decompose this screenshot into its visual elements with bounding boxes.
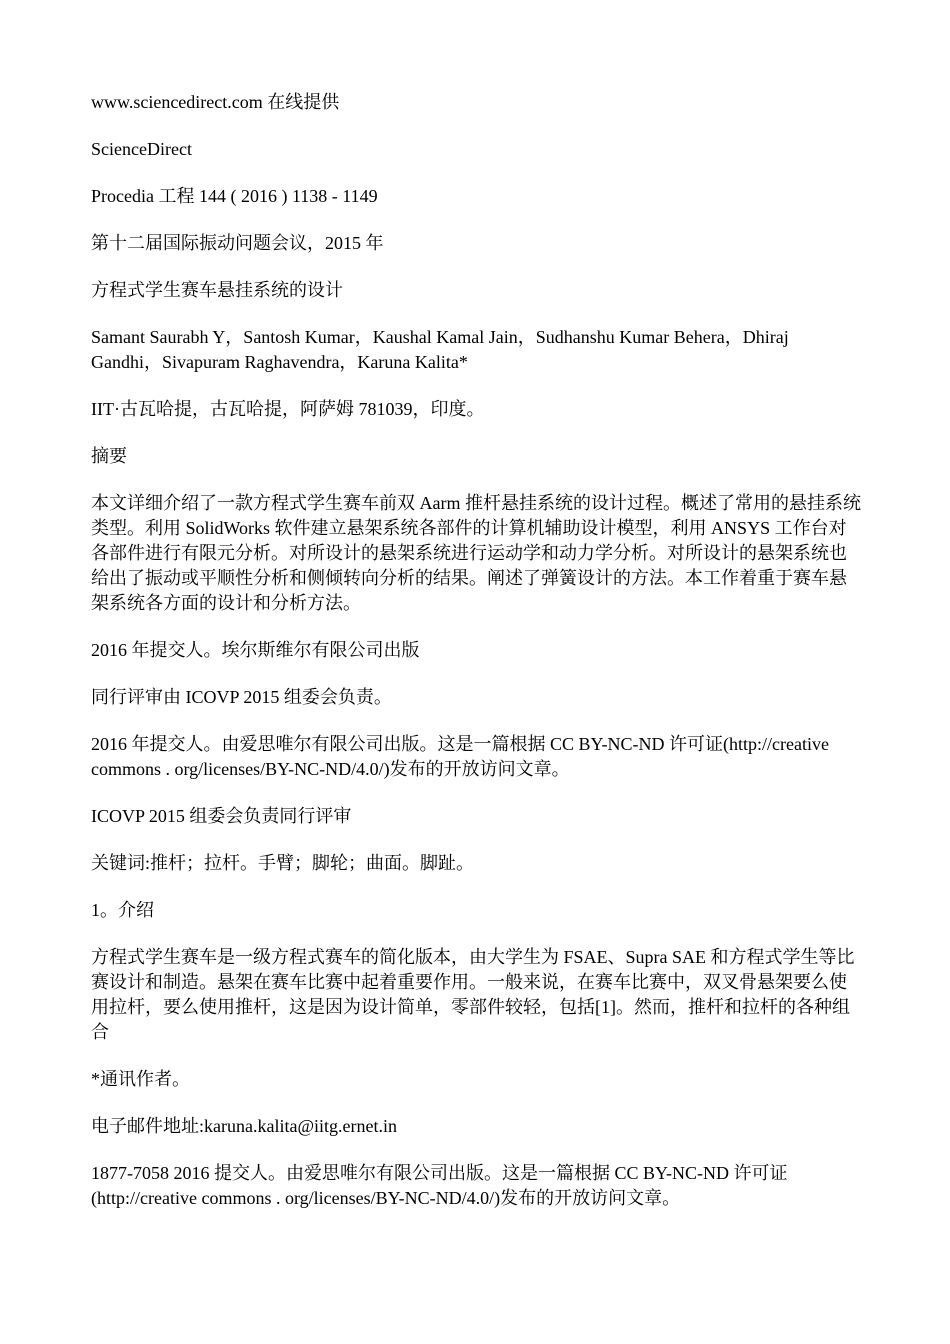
- author-list: Samant Saurabh Y，Santosh Kumar，Kaushal Kamal Jain，Sudhanshu Kumar Behera，Dhiraj Gandhi，Sivapuram Raghavendra，Karuna Kalita*: [91, 327, 789, 372]
- paper-title: 方程式学生赛车悬挂系统的设计: [91, 280, 343, 300]
- abstract-heading: 摘要: [91, 446, 127, 466]
- source-line: www.sciencedirect.com 在线提供: [91, 92, 340, 112]
- footer-license: 1877-7058 2016 提交人。由爱思唯尔有限公司出版。这是一篇根据 CC BY-NC-ND 许可证(http://creative commons . org/licenses/BY-NC-ND/4.0/)发布的开放访问文章。: [91, 1163, 788, 1208]
- submitted-line: 2016 年提交人。埃尔斯维尔有限公司出版: [91, 640, 420, 660]
- document-page: [91, 90, 861, 1233]
- journal-line: Procedia 工程 144 ( 2016 ) 1138 - 1149: [91, 186, 378, 206]
- introduction-text: 方程式学生赛车是一级方程式赛车的简化版本，由大学生为 FSAE、Supra SAE 和方程式学生等比赛设计和制造。悬架在赛车比赛中起着重要作用。一般来说，在赛车比赛中，双叉骨悬架要么使用拉杆，要么使用推杆，这是因为设计简单，零部件较轻，包括[1]。然而，推杆和拉杆的各种组合: [91, 947, 855, 1042]
- affiliation: IIT·古瓦哈提，古瓦哈提，阿萨姆 781039，印度。: [91, 399, 485, 419]
- corresponding-author-note: *通讯作者。: [91, 1069, 190, 1089]
- keywords: 关键词:推杆；拉杆。手臂；脚轮；曲面。脚趾。: [91, 853, 474, 873]
- publisher-name: ScienceDirect: [91, 139, 192, 159]
- peer-review-note-2: ICOVP 2015 组委会负责同行评审: [91, 806, 352, 826]
- conference-line: 第十二届国际振动问题会议，2015 年: [91, 233, 384, 253]
- abstract-text: 本文详细介绍了一款方程式学生赛车前双 Aarm 推杆悬挂系统的设计过程。概述了常用的悬挂系统类型。利用 SolidWorks 软件建立悬架系统各部件的计算机辅助设计模型，利用 ANSYS 工作台对各部件进行有限元分析。对所设计的悬架系统进行运动学和动力学分析。对所设计的悬架系统也给出了振动或平顺性分析和侧倾转向分析的结果。阐述了弹簧设计的方法。本工作着重于赛车悬架系统各方面的设计和分析方法。: [91, 493, 861, 613]
- license-note: 2016 年提交人。由爱思唯尔有限公司出版。这是一篇根据 CC BY-NC-ND 许可证(http://creative commons . org/licenses/BY-NC-ND/4.0/)发布的开放访问文章。: [91, 734, 829, 779]
- peer-review-note: 同行评审由 ICOVP 2015 组委会负责。: [91, 687, 392, 707]
- author-email: 电子邮件地址:karuna.kalita@iitg.ernet.in: [91, 1116, 398, 1136]
- section-heading-introduction: 1。介绍: [91, 900, 154, 920]
